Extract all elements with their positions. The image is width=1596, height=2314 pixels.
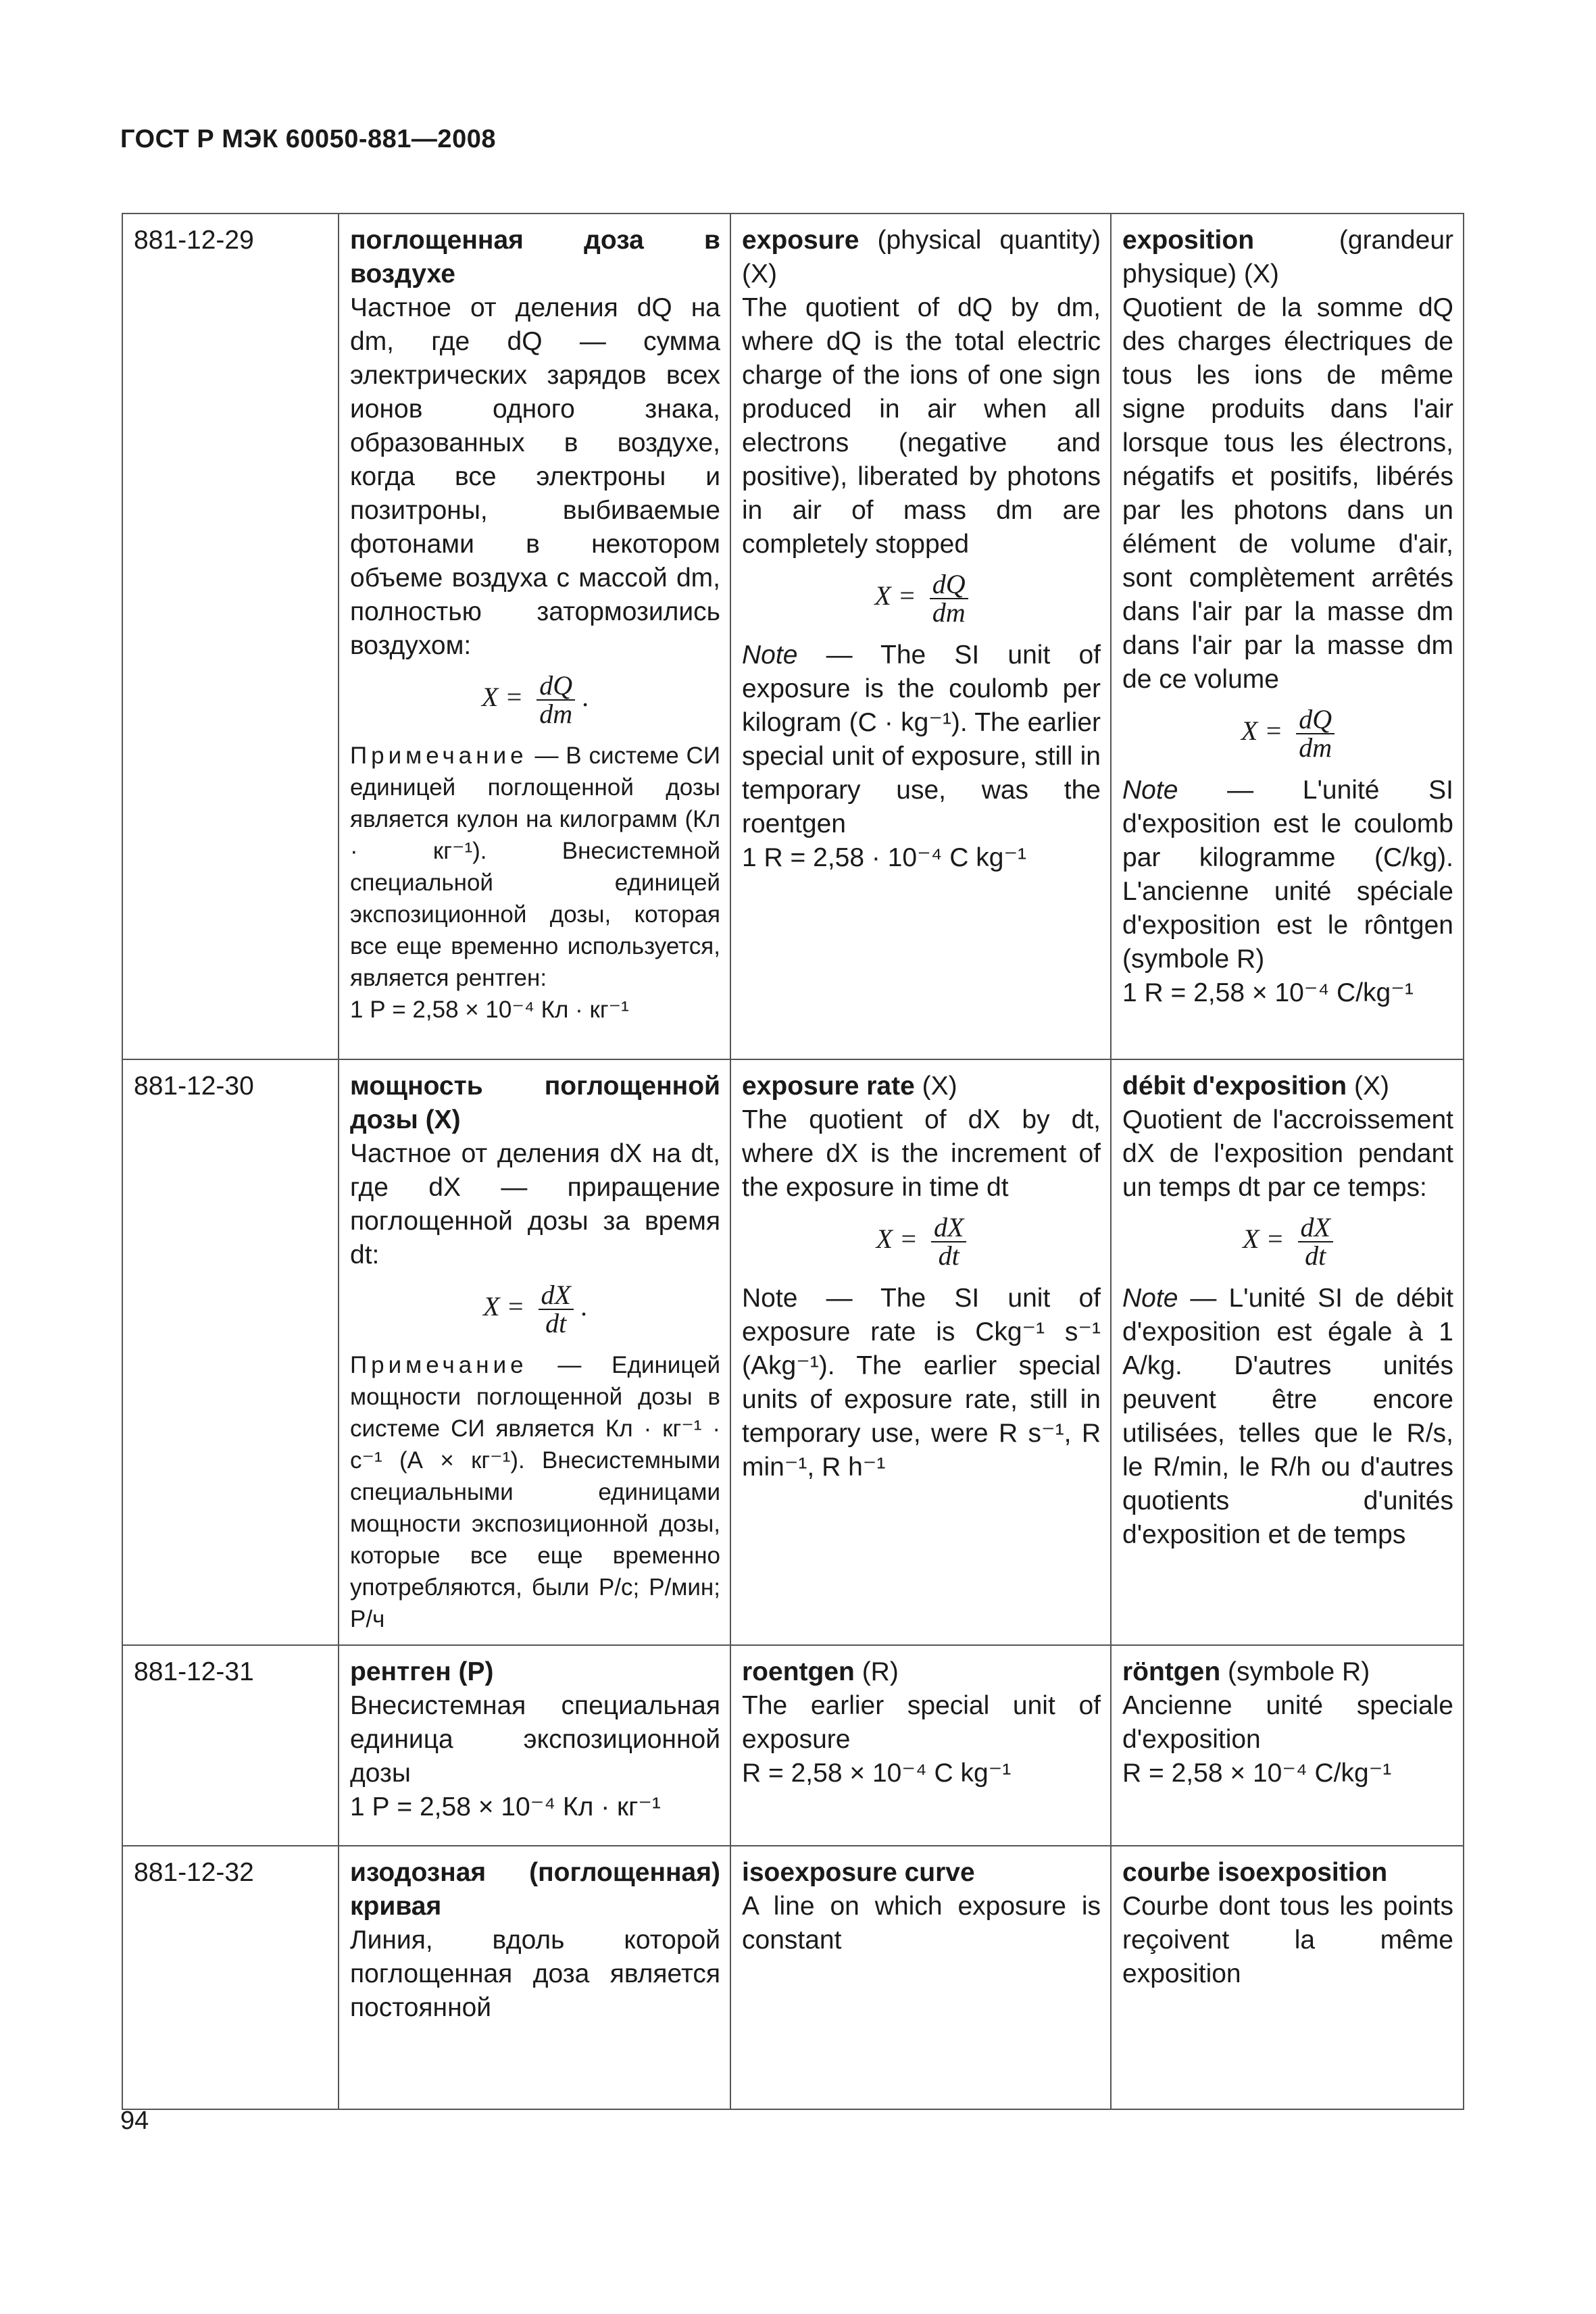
note-ru <box>350 1349 720 1635</box>
formula-tail: . <box>580 1291 587 1322</box>
unit-equation-fr: 1 R = 2,58 × 10⁻⁴ C/kg⁻¹ <box>1122 978 1414 1007</box>
cell-en <box>730 1846 1111 2109</box>
term-fr: exposition <box>1122 226 1255 255</box>
term-ru: рентген (Р) <box>350 1657 494 1686</box>
cell-en <box>730 1059 1111 1645</box>
definition-en: A line on which exposure is constant <box>742 1892 1101 1955</box>
terms-table <box>122 213 1464 2110</box>
cell-fr <box>1111 1059 1464 1645</box>
note-en <box>742 638 1101 841</box>
term-suffix-fr: (symbole R) <box>1228 1657 1370 1686</box>
formula-numerator: dX <box>539 1282 574 1310</box>
formula-denominator: dt <box>938 1240 959 1271</box>
note-text: — The SI unit of exposure is the coulomb per kilogram (C · kg⁻¹). The earlier special unit of exposure, still in temporary use, was the roentgen <box>742 640 1101 838</box>
note-text: — The SI unit of exposure rate is Ckg⁻¹ s⁻¹ (Akg⁻¹). The earlier special units of exposure rate, still in temporary use, were R s⁻¹, R min⁻¹, R h⁻¹ <box>742 1284 1101 1482</box>
formula-tail: . <box>582 682 589 713</box>
term-number: 881-12-30 <box>122 1059 339 1645</box>
formula-numerator: dQ <box>930 571 968 599</box>
note-text: — Единицей мощности поглощенной дозы в системе СИ является Кл · кг⁻¹ · с⁻¹ (А × кг⁻¹). Внесистемными специальными единицами мощности экспозиционной дозы, которые все еще временно употребляются, были Р/с; Р/мин; Р/ч <box>350 1352 720 1632</box>
definition-en: The earlier special unit of exposure <box>742 1691 1101 1754</box>
unit-equation-fr: R = 2,58 × 10⁻⁴ C/kg⁻¹ <box>1122 1759 1392 1788</box>
cell-en <box>730 213 1111 1059</box>
formula-numerator: dQ <box>1296 706 1335 734</box>
cell-ru <box>339 1645 730 1846</box>
term-suffix-fr: (X) <box>1353 1072 1389 1101</box>
term-en: isoexposure curve <box>742 1858 975 1887</box>
note-label: Note <box>742 640 798 670</box>
table-row <box>122 213 1464 1059</box>
cell-en <box>730 1645 1111 1846</box>
formula-denominator: dt <box>1305 1240 1326 1271</box>
formula-numerator: dX <box>931 1214 966 1242</box>
term-fr: röntgen <box>1122 1657 1221 1686</box>
formula-numerator: dX <box>1298 1214 1333 1242</box>
note-label: Note <box>1122 1284 1178 1313</box>
formula-lhs: X = <box>1241 715 1283 747</box>
term-fr: courbe isoexposition <box>1122 1858 1388 1887</box>
term-suffix-en: (R) <box>862 1657 899 1686</box>
definition-fr: Ancienne unité speciale d'exposition <box>1122 1691 1453 1754</box>
term-fr: débit d'exposition <box>1122 1072 1347 1101</box>
formula-denominator: dm <box>932 597 966 628</box>
term-suffix-en: (X) <box>922 1072 957 1101</box>
formula-denominator: dm <box>1299 732 1332 763</box>
document-header: ГОСТ Р МЭК 60050-881—2008 <box>120 125 496 153</box>
formula-denominator: dt <box>545 1308 567 1338</box>
table-row <box>122 1846 1464 2109</box>
note-label: Примечание <box>350 743 528 769</box>
term-ru: мощность поглощенной дозы <box>350 1072 720 1134</box>
note-en <box>742 1282 1101 1484</box>
cell-fr <box>1111 213 1464 1059</box>
unit-equation-ru: 1 Р = 2,58 × 10⁻⁴ Кл · кг⁻¹ <box>350 1792 661 1821</box>
definition-ru: Частное от деления dX на dt, где dX — приращение поглощенной дозы за время dt: <box>350 1139 720 1269</box>
term-en: roentgen <box>742 1657 855 1686</box>
formula-lhs: X = <box>481 682 524 713</box>
cell-fr <box>1111 1846 1464 2109</box>
note-fr <box>1122 1282 1453 1552</box>
definition-ru: Линия, вдоль которой поглощенная доза является постоянной <box>350 1926 720 2022</box>
formula-numerator: dQ <box>537 672 575 701</box>
definition-fr: Quotient de la somme dQ des charges électriques de tous les ions de même signe produits dans l'air lorsque tous les électrons, négatifs et positifs, libérés par les photons dans un élément de volume d'air, sont complètement arrêtés dans l'air par la masse dm dans l'air par la masse dm de ce volume <box>1122 293 1453 694</box>
note-label: Примечание <box>350 1352 528 1378</box>
definition-ru: Внесистемная специальная единица экспозиционной дозы <box>350 1691 720 1788</box>
term-en: exposure <box>742 226 859 255</box>
definition-fr: Quotient de l'accroissement dX de l'exposition pendant un temps dt par ce temps: <box>1122 1105 1453 1202</box>
term-en: exposure rate <box>742 1072 915 1101</box>
formula-en <box>742 1214 1101 1269</box>
table-row <box>122 1059 1464 1645</box>
formula-fr <box>1122 706 1453 761</box>
term-suffix-en: (physical quantity) (X) <box>742 226 1101 288</box>
definition-en: The quotient of dX by dt, where dX is the increment of the exposure in time dt <box>742 1105 1101 1202</box>
formula-ru <box>350 672 720 728</box>
formula-lhs: X = <box>1243 1224 1285 1255</box>
formula-lhs: X = <box>483 1291 525 1322</box>
definition-fr: Courbe dont tous les points reçoivent la même exposition <box>1122 1892 1453 1988</box>
term-number: 881-12-32 <box>122 1846 339 2109</box>
note-label: Note <box>1122 776 1178 805</box>
cell-ru <box>339 213 730 1059</box>
formula-denominator: dm <box>539 699 573 729</box>
term-suffix-ru: (X) <box>425 1105 461 1134</box>
cell-fr <box>1111 1645 1464 1846</box>
formula-lhs: X = <box>876 1224 918 1255</box>
term-number: 881-12-29 <box>122 213 339 1059</box>
definition-en: The quotient of dQ by dm, where dQ is the total electric charge of the ions of one sign produced in air when all electrons (negative and positive), liberated by photons in air of mass dm are completely stopped <box>742 293 1101 559</box>
unit-equation-ru: 1 Р = 2,58 × 10⁻⁴ Кл · кг⁻¹ <box>350 997 629 1023</box>
definition-ru: Частное от деления dQ на dm, где dQ — сумма электрических зарядов всех ионов одного знака, образованных в воздухе, когда все электроны и позитроны, выбиваемые фотонами в некотором объеме воздуха с массой dm, полностью затормозились воздухом: <box>350 293 720 660</box>
page-number: 94 <box>120 2107 149 2135</box>
note-text: — L'unité SI de débit d'exposition est égale à 1 A/kg. D'autres unités peuvent être encore utilisées, telles que le R/s, le R/min, le R/h ou d'autres quotients d'unités d'exposition et de temps <box>1122 1284 1453 1549</box>
cell-ru <box>339 1059 730 1645</box>
formula-lhs: X = <box>874 580 916 611</box>
unit-equation-en: 1 R = 2,58 · 10⁻⁴ C kg⁻¹ <box>742 843 1027 872</box>
term-suffix-fr: (grandeur physique) (X) <box>1122 226 1453 288</box>
formula-en <box>742 571 1101 626</box>
table-row <box>122 1645 1464 1846</box>
unit-equation-en: R = 2,58 × 10⁻⁴ C kg⁻¹ <box>742 1759 1012 1788</box>
term-ru: изодозная (поглощенная) кривая <box>350 1858 720 1921</box>
term-ru: поглощенная доза в воздухе <box>350 226 720 288</box>
term-number: 881-12-31 <box>122 1645 339 1846</box>
formula-fr <box>1122 1214 1453 1269</box>
formula-ru <box>350 1282 720 1337</box>
note-fr <box>1122 774 1453 976</box>
note-label: Note <box>742 1284 798 1313</box>
note-text: — L'unité SI d'exposition est le coulomb par kilogramme (C/kg). L'ancienne unité spéciale d'exposition est le rôntgen (symbole R) <box>1122 776 1453 974</box>
cell-ru <box>339 1846 730 2109</box>
note-text: — В системе СИ единицей поглощенной дозы является кулон на килограмм (Кл · кг⁻¹). Внесистемной специальной единицей экспозиционной дозы, которая все еще временно используется, является рентген: <box>350 743 720 991</box>
note-ru <box>350 740 720 994</box>
